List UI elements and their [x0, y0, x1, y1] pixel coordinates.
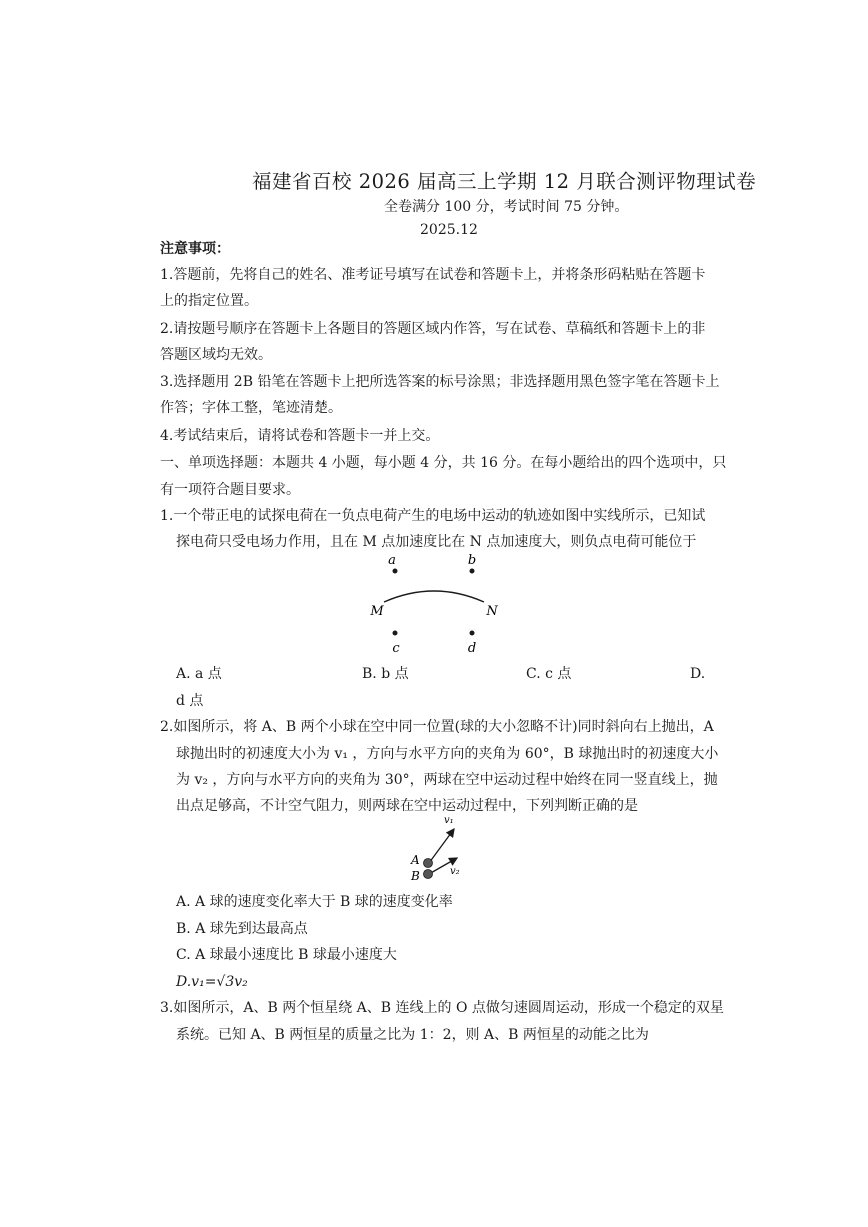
q2-option-a: A. A 球的速度变化率大于 B 球的速度变化率	[176, 894, 453, 910]
q1-stem-line-1: 1.一个带正电的试探电荷在一负点电荷产生的电场中运动的轨迹如图中实线所示，已知试	[160, 508, 706, 524]
notice-heading: 注意事项：	[160, 241, 230, 257]
q1-option-b: B. b 点	[362, 666, 409, 682]
q2-label-a: A	[411, 853, 420, 867]
q1-option-d-label: D.	[690, 666, 706, 682]
q2-arrow-v1	[429, 829, 454, 863]
q1-label-N: N	[486, 604, 498, 619]
q1-label-d: d	[467, 641, 477, 656]
q2-stem-line-1: 2.如图所示，将 A、B 两个小球在空中同一位置(球的大小忽略不计)同时斜向右上抛出，A	[160, 719, 714, 735]
notice-item-2-line-2: 答题区域均无效。	[160, 347, 272, 363]
section-1-line-1: 一、单项选择题：本题共 4 小题，每小题 4 分，共 16 分。在每小题给出的四个选项中，只	[160, 455, 727, 471]
q2-label-v1: v₁	[444, 815, 454, 826]
q1-option-d-text: d 点	[176, 693, 204, 709]
notice-item-2-line-1: 2.请按题号顺序在答题卡上各题目的答题区域内作答，写在试卷、草稿纸和答题卡上的非	[160, 321, 706, 337]
q2-label-b: B	[411, 869, 420, 883]
q2-ball-a	[424, 859, 433, 868]
q1-option-a: A. a 点	[176, 666, 222, 682]
q3-stem-line-1: 3.如图所示，A、B 两个恒星绕 A、B 连线上的 O 点做匀速圆周运动，形成一个稳定的双星	[160, 1000, 724, 1016]
q1-trajectory-curve	[384, 591, 484, 602]
q2-figure	[400, 812, 480, 887]
q3-stem-line-2: 系统。已知 A、B 两恒星的质量之比为 1：2，则 A、B 两恒星的动能之比为	[176, 1027, 649, 1043]
q1-point-d	[470, 631, 475, 636]
section-1-line-2: 有一项符合题目要求。	[160, 482, 300, 498]
q1-point-a	[393, 569, 398, 574]
q1-label-M: M	[370, 604, 384, 619]
exam-date: 2025.12	[420, 222, 478, 238]
q1-label-a: a	[388, 553, 396, 568]
q1-figure	[360, 550, 510, 660]
q1-stem-line-2: 探电荷只受电场力作用，且在 M 点加速度比在 N 点加速度大，则负点电荷可能位于	[176, 534, 697, 550]
q2-label-v2: v₂	[450, 866, 460, 877]
notice-item-3-line-2: 作答；字体工整，笔迹清楚。	[160, 400, 342, 416]
exam-title: 福建省百校 2026 届高三上学期 12 月联合测评物理试卷	[252, 170, 757, 193]
notice-item-4: 4.考试结束后，请将试卷和答题卡一并上交。	[160, 428, 440, 444]
notice-item-3-line-1: 3.选择题用 2B 铅笔在答题卡上把所选答案的标号涂黑；非选择题用黑色签字笔在答题卡上	[160, 374, 720, 390]
q1-label-b: b	[467, 553, 477, 568]
q2-ball-b	[424, 870, 433, 879]
q2-option-b: B. A 球先到达最高点	[176, 921, 308, 937]
exam-subtitle: 全卷满分 100 分，考试时间 75 分钟。	[384, 199, 629, 215]
q2-stem-line-4: 出点足够高，不计空气阻力，则两球在空中运动过程中，下列判断正确的是	[176, 798, 638, 814]
q1-option-c: C. c 点	[526, 666, 572, 682]
notice-item-1-line-2: 上的指定位置。	[160, 293, 258, 309]
q2-option-c: C. A 球最小速度比 B 球最小速度大	[176, 947, 397, 963]
q2-stem-line-2: 球抛出时的初速度大小为 v₁ ，方向与水平方向的夹角为 60°，B 球抛出时的初速度大小	[176, 746, 719, 762]
q1-label-c: c	[392, 641, 400, 656]
q2-option-d: D.v₁=√3v₂	[176, 974, 248, 990]
q1-point-c	[393, 631, 398, 636]
q1-point-b	[470, 569, 475, 574]
notice-item-1-line-1: 1.答题前，先将自己的姓名、准考证号填写在试卷和答题卡上，并将条形码粘贴在答题卡	[160, 267, 706, 283]
q2-stem-line-3: 为 v₂ ，方向与水平方向的夹角为 30°，两球在空中运动过程中始终在同一竖直线上，抛	[176, 772, 718, 788]
